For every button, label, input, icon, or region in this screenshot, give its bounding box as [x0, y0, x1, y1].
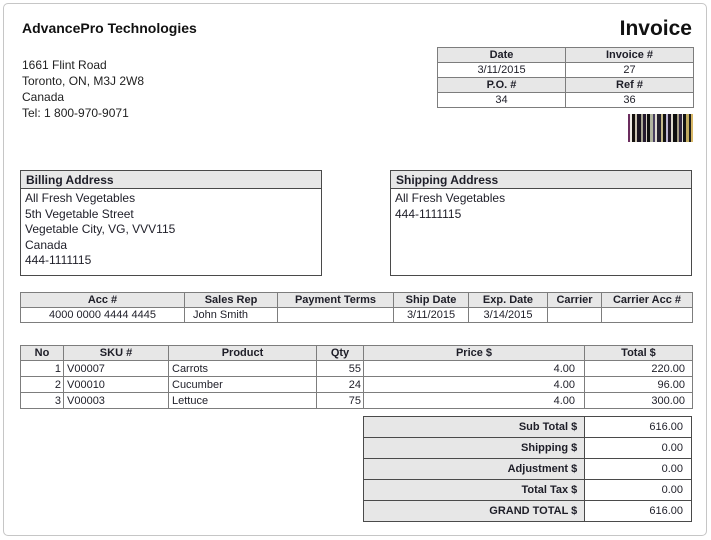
billing-address-body [20, 189, 322, 276]
po-number-header: P.O. # [438, 78, 566, 93]
shipping-address-body [390, 189, 692, 276]
total-tax-row [364, 480, 692, 501]
item-qty: 24 [317, 377, 364, 393]
shipping-address-box [390, 170, 692, 276]
item-row [21, 361, 693, 377]
order-info-table [20, 292, 693, 323]
order-info-value-row [21, 308, 693, 323]
item-row [21, 377, 693, 393]
shipping-row [364, 438, 692, 459]
item-no: 3 [21, 393, 64, 409]
acc-number-value: 4000 0000 4444 4445 [21, 308, 185, 323]
item-row [21, 393, 693, 409]
billing-address-line: All Fresh Vegetables [25, 191, 136, 205]
item-total: 96.00 [585, 377, 693, 393]
payment-terms-header: Payment Terms [278, 293, 394, 308]
carrier-header: Carrier [548, 293, 602, 308]
grand-total-row [364, 501, 692, 522]
item-price: 4.00 [364, 361, 585, 377]
acc-number-header: Acc # [21, 293, 185, 308]
items-header-row [21, 346, 693, 361]
company-address-line: Canada [22, 90, 65, 104]
carrier-acc-header: Carrier Acc # [602, 293, 693, 308]
item-price: 4.00 [364, 393, 585, 409]
company-phone: Tel: 1 800-970-9071 [22, 106, 129, 120]
item-sku: V00007 [64, 361, 169, 377]
price-header: Price $ [364, 346, 585, 361]
shipping-value: 0.00 [585, 438, 692, 459]
shipping-address-line: All Fresh Vegetables [395, 191, 506, 205]
adjustment-row [364, 459, 692, 480]
item-total: 300.00 [585, 393, 693, 409]
sales-rep-value: John Smith [185, 308, 278, 323]
item-qty: 75 [317, 393, 364, 409]
adjustment-label: Adjustment $ [364, 459, 585, 480]
billing-address-line: 5th Vegetable Street [25, 206, 134, 221]
item-sku: V00010 [64, 377, 169, 393]
qty-header: Qty [317, 346, 364, 361]
invoice-number-value: 27 [566, 63, 694, 78]
carrier-acc-value [602, 308, 693, 323]
billing-address-line: Canada [25, 237, 68, 252]
ref-number-value: 36 [566, 93, 694, 108]
order-info-header-row [21, 293, 693, 308]
company-address [22, 57, 144, 121]
company-address-line: Toronto, ON, M3J 2W8 [22, 74, 145, 88]
date-header: Date [438, 48, 566, 63]
shipping-address-title: Shipping Address [390, 170, 692, 189]
line-items-table [20, 345, 693, 409]
total-tax-label: Total Tax $ [364, 480, 585, 501]
carrier-value [548, 308, 602, 323]
invoice-barcode [628, 114, 694, 142]
payment-terms-value [278, 308, 394, 323]
item-no: 1 [21, 361, 64, 377]
no-header: No [21, 346, 64, 361]
total-tax-value: 0.00 [585, 480, 692, 501]
grand-total-value: 616.00 [585, 501, 692, 522]
ship-date-value: 3/11/2015 [394, 308, 469, 323]
exp-date-value: 3/14/2015 [469, 308, 548, 323]
billing-address-box [20, 170, 322, 276]
item-qty: 55 [317, 361, 364, 377]
billing-address-line: 444-1111115 [25, 253, 92, 267]
item-sku: V00003 [64, 393, 169, 409]
date-value: 3/11/2015 [438, 63, 566, 78]
invoice-info-table [437, 47, 694, 108]
billing-address-line: Vegetable City, VG, VVV115 [25, 222, 176, 236]
grand-total-label: GRAND TOTAL $ [364, 501, 585, 522]
exp-date-header: Exp. Date [469, 293, 548, 308]
subtotal-value: 616.00 [585, 417, 692, 438]
company-name: AdvancePro Technologies [22, 20, 197, 36]
invoice-number-header: Invoice # [566, 48, 694, 63]
po-number-value: 34 [438, 93, 566, 108]
invoice-title: Invoice [619, 17, 692, 40]
billing-address-title: Billing Address [20, 170, 322, 189]
totals-table [363, 416, 692, 522]
ref-number-header: Ref # [566, 78, 694, 93]
ship-date-header: Ship Date [394, 293, 469, 308]
item-product: Cucumber [169, 377, 317, 393]
total-header: Total $ [585, 346, 693, 361]
item-product: Lettuce [169, 393, 317, 409]
subtotal-label: Sub Total $ [364, 417, 585, 438]
item-total: 220.00 [585, 361, 693, 377]
shipping-address-line: 444-1111115 [395, 206, 462, 221]
item-price: 4.00 [364, 377, 585, 393]
item-no: 2 [21, 377, 64, 393]
shipping-label: Shipping $ [364, 438, 585, 459]
sku-header: SKU # [64, 346, 169, 361]
sales-rep-header: Sales Rep [185, 293, 278, 308]
company-address-line: 1661 Flint Road [22, 58, 107, 72]
product-header: Product [169, 346, 317, 361]
adjustment-value: 0.00 [585, 459, 692, 480]
subtotal-row [364, 417, 692, 438]
item-product: Carrots [169, 361, 317, 377]
